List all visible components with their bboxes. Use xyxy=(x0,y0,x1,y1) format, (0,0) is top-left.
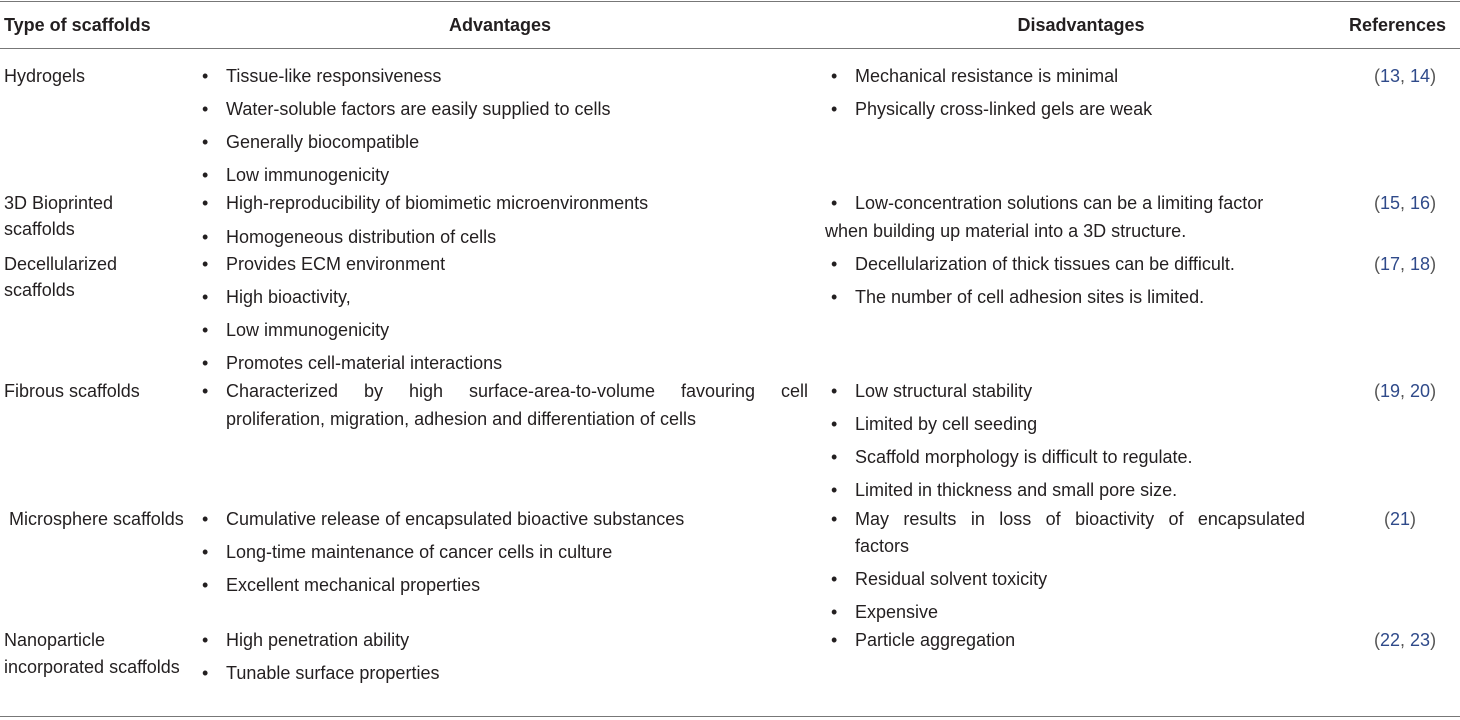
bullet: • xyxy=(202,254,209,274)
header-disadvantages: Disadvantages xyxy=(1017,15,1145,35)
row-type-hydrogels: Hydrogels xyxy=(4,66,86,86)
reference-link[interactable]: 16 xyxy=(1410,193,1431,213)
bullet: • xyxy=(831,569,838,589)
bullet: • xyxy=(831,287,838,307)
reference-link[interactable]: 18 xyxy=(1410,254,1431,274)
references-cell: (21) xyxy=(1384,509,1417,529)
bullet: • xyxy=(831,602,838,622)
reference-link[interactable]: 19 xyxy=(1380,381,1401,401)
bullet: • xyxy=(831,414,838,434)
row-type-3d-bioprinted: 3D Bioprinted scaffolds xyxy=(4,193,114,239)
bullet: • xyxy=(831,509,838,529)
bullet: • xyxy=(202,165,209,185)
bullet: • xyxy=(202,132,209,152)
bullet: • xyxy=(202,99,209,119)
bottom-rule xyxy=(0,716,1460,717)
reference-link[interactable]: 22 xyxy=(1380,630,1401,650)
bullet: • xyxy=(202,575,209,595)
references-cell: (22, 23) xyxy=(1374,630,1437,650)
reference-link[interactable]: 13 xyxy=(1380,66,1401,86)
bullet: • xyxy=(202,320,209,340)
bullet: • xyxy=(202,509,209,529)
bullet: • xyxy=(831,480,838,500)
bullet: • xyxy=(202,630,209,650)
bullet: • xyxy=(202,66,209,86)
disadvantage-continuation: when building up material into a 3D structure. xyxy=(825,221,1187,241)
header-advantages: Advantages xyxy=(448,15,552,35)
reference-link[interactable]: 14 xyxy=(1410,66,1431,86)
top-rule xyxy=(0,1,1460,2)
reference-link[interactable]: 20 xyxy=(1410,381,1431,401)
row-type-microsphere: Microsphere scaffolds xyxy=(4,509,184,529)
references-cell: (19, 20) xyxy=(1374,381,1437,401)
advantage-continuation: proliferation, migration, adhesion and differentiation of cells xyxy=(226,409,696,429)
reference-link[interactable]: 23 xyxy=(1410,630,1431,650)
reference-link[interactable]: 21 xyxy=(1390,509,1411,529)
header-type: Type of scaffolds xyxy=(4,15,151,35)
row-type-fibrous: Fibrous scaffolds xyxy=(4,381,140,401)
bullet: • xyxy=(202,663,209,683)
bullet: • xyxy=(202,381,209,401)
header-rule xyxy=(0,48,1460,49)
row-type-nanoparticle: Nanoparticle incorporated scaffolds xyxy=(4,630,180,677)
references-cell: (17, 18) xyxy=(1374,254,1437,274)
bullet: • xyxy=(831,381,838,401)
header-references: References xyxy=(1349,15,1447,35)
row-type-decellularized: Decellularized scaffolds xyxy=(4,254,118,300)
reference-link[interactable]: 17 xyxy=(1380,254,1401,274)
disadvantage-continuation: factors xyxy=(855,536,910,556)
bullet: • xyxy=(202,542,209,562)
bullet: • xyxy=(202,353,209,373)
references-cell: (15, 16) xyxy=(1374,193,1437,213)
bullet: • xyxy=(831,254,838,274)
bullet: • xyxy=(202,193,209,213)
bullet: • xyxy=(831,66,838,86)
bullet: • xyxy=(831,447,838,467)
bullet: • xyxy=(831,630,838,650)
references-cell: (13, 14) xyxy=(1374,66,1437,86)
reference-link[interactable]: 15 xyxy=(1380,193,1401,213)
bullet: • xyxy=(202,287,209,307)
bullet: • xyxy=(202,227,209,247)
bullet: • xyxy=(831,99,838,119)
bullet: • xyxy=(831,193,838,213)
